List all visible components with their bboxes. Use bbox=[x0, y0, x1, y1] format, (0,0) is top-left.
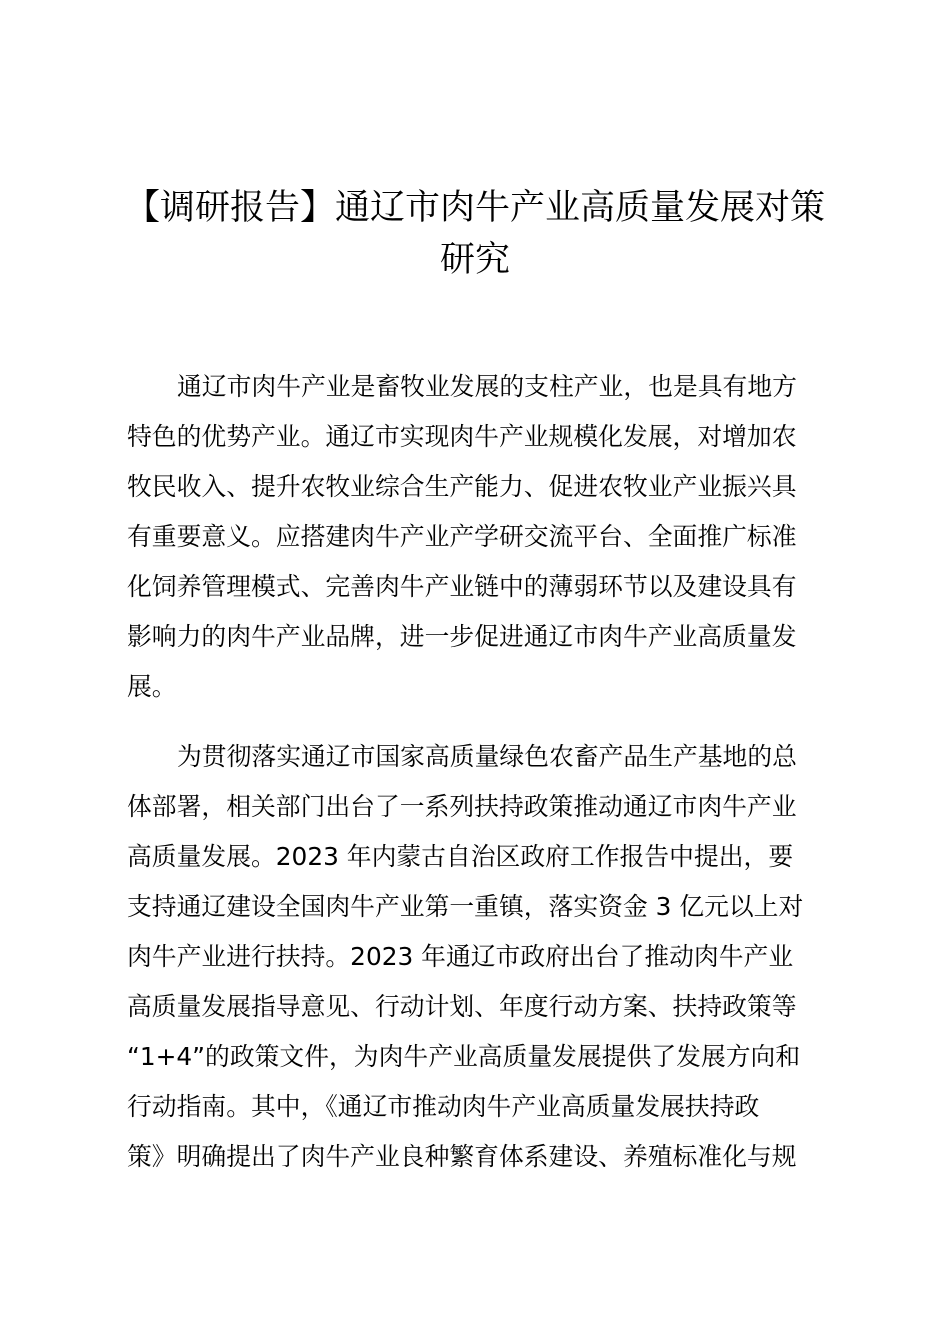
title-line: 【调研报告】通辽市肉牛产业高质量发展对策 bbox=[124, 188, 825, 228]
text-line: 化饲养管理模式、完善肉牛产业链中的薄弱环节以及建设具有 bbox=[127, 572, 797, 601]
text-line: “1+4”的政策文件，为肉牛产业高质量发展提供了发展方向和 bbox=[127, 1042, 801, 1071]
text-line: 牧民收入、提升农牧业综合生产能力、促进农牧业产业振兴具 bbox=[127, 472, 797, 501]
paragraph-1 bbox=[127, 362, 833, 712]
text-line: 肉牛产业进行扶持。2023 年通辽市政府出台了推动肉牛产业 bbox=[127, 942, 794, 971]
title-line: 研究 bbox=[439, 240, 510, 280]
text-line: 为贯彻落实通辽市国家高质量绿色农畜产品生产基地的总 bbox=[177, 742, 797, 771]
text-line: 高质量发展。2023 年内蒙古自治区政府工作报告中提出，要 bbox=[127, 842, 794, 871]
text-line: 体部署，相关部门出台了一系列扶持政策推动通辽市肉牛产业 bbox=[127, 792, 797, 821]
text-line: 行动指南。其中，《通辽市推动肉牛产业高质量发展扶持政 bbox=[127, 1092, 760, 1121]
text-line: 有重要意义。应搭建肉牛产业产学研交流平台、全面推广标准 bbox=[127, 522, 797, 551]
document-title bbox=[100, 182, 850, 286]
text-line: 通辽市肉牛产业是畜牧业发展的支柱产业，也是具有地方 bbox=[177, 372, 797, 401]
document-body bbox=[127, 362, 833, 1202]
text-line: 展。 bbox=[127, 672, 177, 701]
text-line: 特色的优势产业。通辽市实现肉牛产业规模化发展，对增加农 bbox=[127, 422, 797, 451]
text-line: 支持通辽建设全国肉牛产业第一重镇，落实资金 3 亿元以上对 bbox=[127, 892, 804, 921]
text-line: 策》明确提出了肉牛产业良种繁育体系建设、养殖标准化与规 bbox=[127, 1142, 797, 1171]
text-line: 高质量发展指导意见、行动计划、年度行动方案、扶持政策等 bbox=[127, 992, 797, 1021]
text-line: 影响力的肉牛产业品牌，进一步促进通辽市肉牛产业高质量发 bbox=[127, 622, 797, 651]
paragraph-2 bbox=[127, 732, 833, 1182]
